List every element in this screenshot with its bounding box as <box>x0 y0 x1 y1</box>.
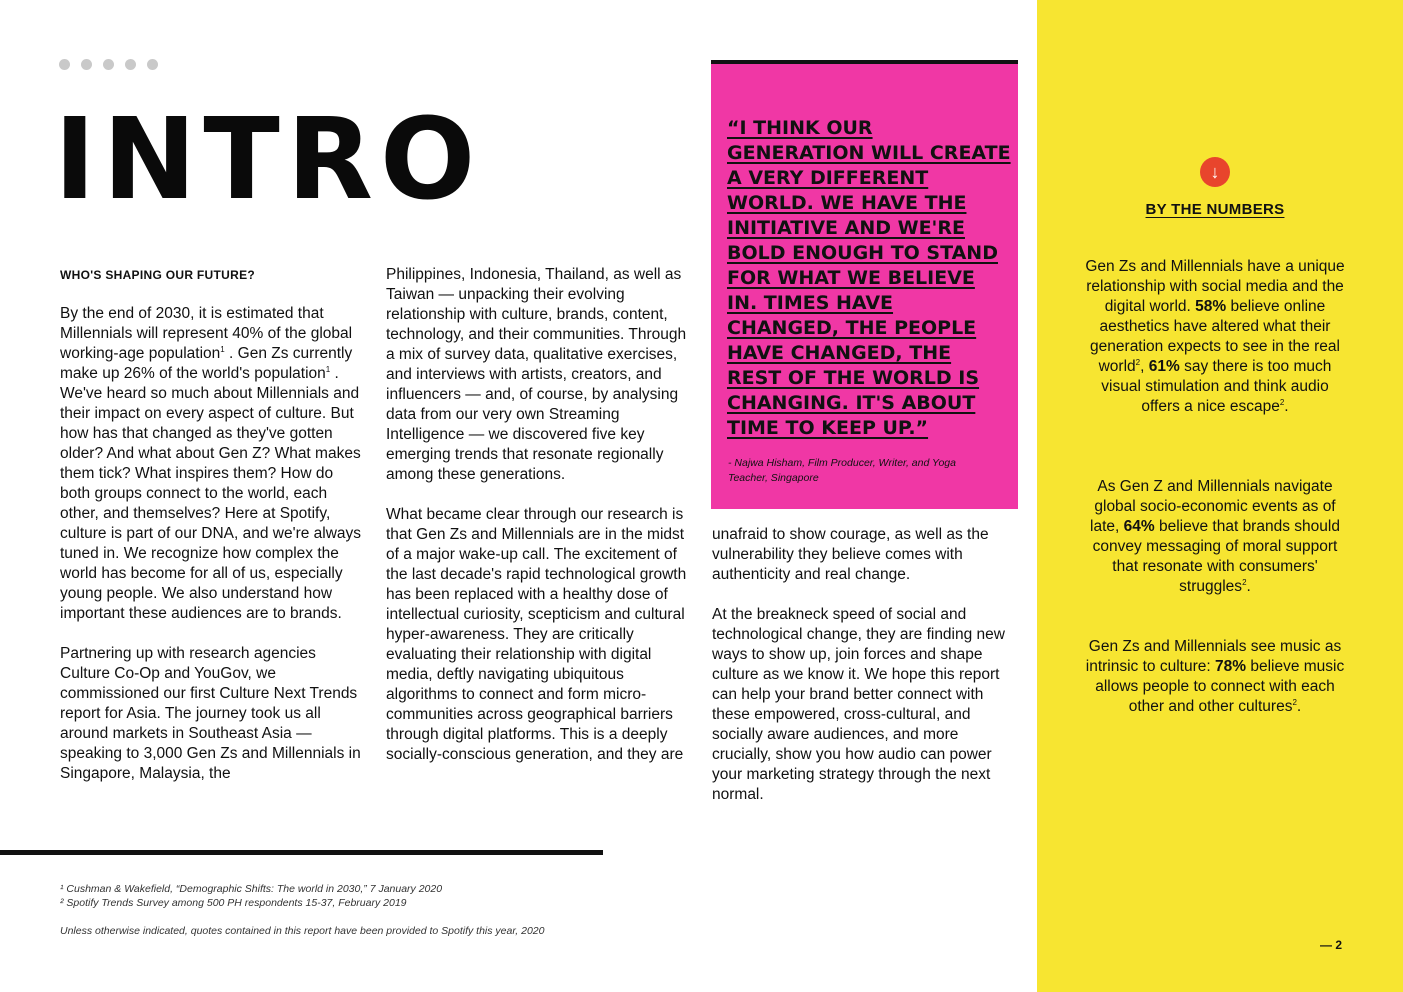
sidebar-title: BY THE NUMBERS <box>1145 201 1285 218</box>
stat-value: 78% <box>1214 658 1247 675</box>
page-title: INTRO <box>54 95 483 225</box>
text-run: Gen Zs and Millennials see music as intrinsic to culture: <box>1085 638 1342 675</box>
text-run: . Gen Zs currently make up 26% of the world's population <box>60 345 353 382</box>
arrow-down-icon: ↓ <box>1200 157 1230 187</box>
text-run: say there is too much visual stimulation and think audio offers a nice escape <box>1101 358 1332 415</box>
paragraph: unafraid to show courage, as well as the vulnerability they believe comes with authenticity and real change. <box>712 526 989 583</box>
quote-disclaimer: Unless otherwise indicated, quotes contained in this report have been provided to Spotify this year, 2020 <box>60 925 545 937</box>
footnote-ref: 1 <box>325 364 331 374</box>
dot <box>125 59 136 70</box>
footnote-ref: 2 <box>1242 577 1247 587</box>
page-number: — 2 <box>1320 938 1343 952</box>
footer-divider <box>0 850 603 855</box>
text-run: believe music allows people to connect with each other and other cultures <box>1095 658 1345 715</box>
section-subhead: WHO'S SHAPING OUR FUTURE? <box>60 268 256 282</box>
quote-attribution: - Najwa Hisham, Film Producer, Writer, and Yoga Teacher, Singapore <box>728 457 956 484</box>
text-run: . <box>1246 578 1251 595</box>
pull-quote <box>727 116 1011 441</box>
text-run: As Gen Z and Millennials navigate global socio-economic events as of late, <box>1090 478 1336 535</box>
text-run: believe online aesthetics have altered what their generation expects to see in the real world <box>1090 298 1340 375</box>
text-run: believe that brands should convey messaging of moral support that resonate with consumers' struggles <box>1092 518 1340 595</box>
paragraph: Partnering up with research agencies Culture Co-Op and YouGov, we commissioned our first Culture Next Trends report for Asia. The journey took us all around markets in Southeast Asia — speaking to 3,000 Gen Zs and Millennials in Singapore, Malaysia, the <box>60 645 361 782</box>
stat-value: 58% <box>1195 298 1227 315</box>
text-run: Gen Zs and Millennials have a unique relationship with social media and the digital world. <box>1085 258 1345 315</box>
text-run: . <box>1296 698 1302 715</box>
text-run: . <box>1284 398 1289 415</box>
stat-block <box>1080 477 1350 597</box>
text-run: . We've heard so much about Millennials and their impact on every aspect of culture. But how has that changed as they've gotten older? And what about Gen Z? What makes them tick? What inspires them? How do both groups connect to the world, each other, and themselves? Here at Spotify, culture is part of our DNA, and we're always tuned in. We recognize how complex the world has become for all of us, especially young people. We also understand how important these audiences are to brands. <box>60 365 362 622</box>
pull-quote-box <box>711 60 1018 509</box>
paragraph <box>60 304 365 624</box>
footnote-1: ¹ Cushman & Wakefield, “Demographic Shifts: The world in 2030,” 7 January 2020 <box>60 883 443 895</box>
stat-block <box>1080 637 1350 717</box>
footnote-2: ² Spotify Trends Survey among 500 PH respondents 15-37, February 2019 <box>60 897 407 909</box>
footnote-ref: 2 <box>1279 397 1285 407</box>
stat-block <box>1080 257 1350 417</box>
footnote-ref: 1 <box>220 344 225 354</box>
pagination-dots <box>59 59 158 70</box>
body-column-3 <box>712 525 1012 825</box>
body-column-1 <box>60 266 365 804</box>
footnote-ref: 2 <box>1292 697 1297 707</box>
stat-value: 64% <box>1123 518 1155 535</box>
dot <box>81 59 92 70</box>
footnote-ref: 2 <box>1135 357 1141 367</box>
paragraph: At the breakneck speed of social and technological change, they are finding new ways to show up, join forces and shape culture as we know it. We hope this report can help your brand better connect with these empowered, cross-cultural, and socially aware audiences, and more crucially, show you how audio can power your marketing strategy through the next normal. <box>712 606 1005 803</box>
quote-text: “I THINK OUR GENERATION WILL CREATE A VERY DIFFERENT WORLD. WE HAVE THE INITIATIVE AND WE'RE BOLD ENOUGH TO STAND FOR WHAT WE BELIEVE IN. TIMES HAVE CHANGED, THE PEOPLE HAVE CHANGED, THE REST OF THE WORLD IS CHANGING. IT'S ABOUT TIME TO KEEP UP.” <box>727 117 1011 439</box>
paragraph: Philippines, Indonesia, Thailand, as well as Taiwan — unpacking their evolving relationship with culture, brands, content, technology, and their communities. Through a mix of survey data, qualitative exercises, and interviews with artists, creators, and influencers — and, of course, by analysing data from our very own Streaming Intelligence — we discovered five key emerging trends that resonate regionally among these generations. <box>386 266 687 483</box>
body-column-2 <box>386 265 696 785</box>
stat-value: 61% <box>1148 358 1180 375</box>
dot <box>103 59 114 70</box>
text-run: By the end of 2030, it is estimated that Millennials will represent 40% of the global working-age population <box>60 305 353 362</box>
dot <box>147 59 158 70</box>
text-run: , <box>1140 358 1149 375</box>
paragraph: What became clear through our research is that Gen Zs and Millennials are in the midst of a major wake-up call. The excitement of the last decade's rapid technological growth has been replaced with a healthy dose of intellectual curiosity, scepticism and cultural hyper-awareness. They are critically evaluating their relationship with digital media, deftly navigating ubiquitous algorithms to connect and form micro-communities across geographical barriers through digital platforms. This is a deeply socially-conscious generation, and they are <box>386 506 687 763</box>
dot <box>59 59 70 70</box>
